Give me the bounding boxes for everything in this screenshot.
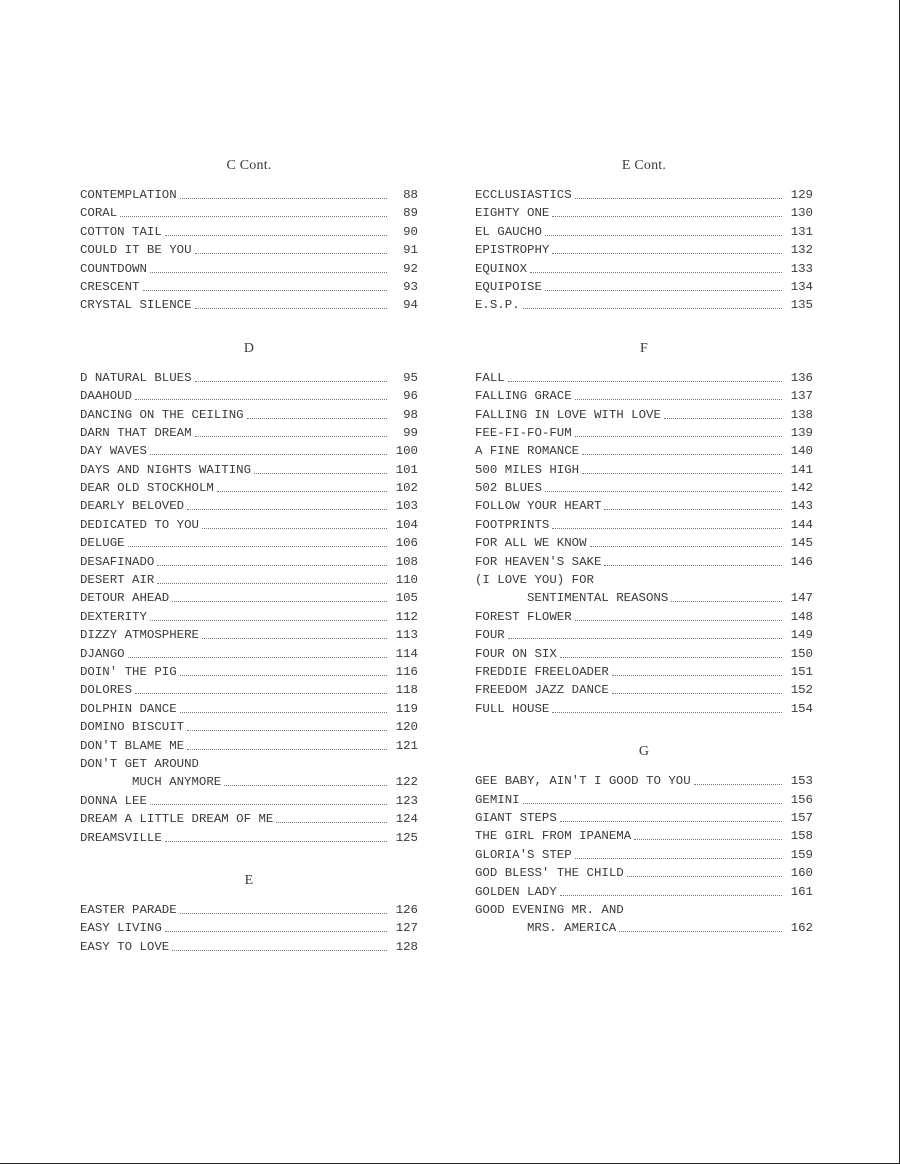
entry-page-number: 124 [395, 812, 418, 827]
toc-entry [80, 424, 418, 442]
entry-title: DESAFINADO [80, 554, 155, 569]
toc-entry [80, 369, 418, 387]
entry-title-continued: MUCH ANYMORE [132, 775, 222, 790]
entry-page-number: 108 [395, 554, 418, 569]
toc-entry [475, 553, 813, 571]
toc-entry-title-line [475, 571, 813, 589]
entry-title: GEMINI [475, 792, 520, 807]
toc-entry [80, 700, 418, 718]
entry-title: DOIN' THE PIG [80, 664, 177, 679]
entry-page-number: 140 [790, 444, 813, 459]
entry-title: ECCLUSIASTICS [475, 188, 572, 202]
dot-leader [217, 479, 387, 492]
toc-entry [80, 810, 418, 828]
entry-title: COULD IT BE YOU [80, 243, 192, 258]
toc-entry [80, 387, 418, 405]
entry-page-number: 106 [395, 536, 418, 551]
entry-page-number: 157 [790, 810, 813, 825]
dot-leader [172, 938, 387, 951]
dot-leader [634, 827, 782, 840]
entry-title: THE GIRL FROM IPANEMA [475, 829, 632, 844]
entry-page-number: 137 [790, 389, 813, 404]
entry-page-number: 129 [790, 188, 813, 202]
dot-leader [508, 369, 782, 382]
dot-leader [575, 424, 782, 437]
entry-page-number: 133 [790, 261, 813, 276]
entry-page-number: 130 [790, 206, 813, 221]
toc-entry [475, 186, 813, 204]
entry-page-number: 162 [790, 921, 813, 936]
toc-entry [475, 479, 813, 497]
entry-title: FOUR [475, 628, 505, 643]
toc-entry [80, 553, 418, 571]
toc-entry [80, 919, 418, 937]
section-gap [475, 315, 813, 333]
entry-title: DOLPHIN DANCE [80, 701, 177, 716]
toc-entry [475, 791, 813, 809]
dot-leader [545, 479, 782, 492]
entry-title: GOD BLESS' THE CHILD [475, 866, 624, 881]
entry-title: DON'T GET AROUND [80, 756, 199, 771]
dot-leader [150, 260, 387, 273]
entry-page-number: 149 [790, 628, 813, 643]
section-heading: E Cont. [621, 158, 667, 173]
toc-entry [80, 534, 418, 552]
entry-page-number: 150 [790, 646, 813, 661]
dot-leader [180, 901, 387, 914]
entry-title: 500 MILES HIGH [475, 462, 580, 477]
entry-title: EL GAUCHO [475, 224, 542, 239]
entry-page-number: 151 [790, 664, 813, 679]
dot-leader [523, 791, 782, 804]
entry-page-number: 147 [790, 591, 813, 606]
toc-entry [475, 387, 813, 405]
dot-leader [195, 424, 387, 437]
toc-entry [80, 278, 418, 296]
dot-leader [619, 919, 782, 932]
toc-entry [80, 497, 418, 515]
dot-leader [180, 186, 387, 199]
dot-leader [150, 608, 387, 621]
entry-page-number: 139 [790, 425, 813, 440]
dot-leader [694, 772, 782, 785]
entry-page-number: 146 [790, 554, 813, 569]
dot-leader [560, 809, 782, 822]
section-heading: C Cont. [226, 158, 272, 173]
entry-title: EPISTROPHY [475, 243, 550, 258]
entry-page-number: 105 [395, 591, 418, 606]
dot-leader [671, 589, 782, 602]
entry-title: EQUIPOISE [475, 279, 542, 294]
entry-title-continued: MRS. AMERICA [527, 921, 617, 936]
toc-entry [475, 809, 813, 827]
entry-title: CONTEMPLATION [80, 188, 177, 202]
dot-leader [590, 534, 782, 547]
dot-leader [165, 919, 387, 932]
entry-title: FOR HEAVEN'S SAKE [475, 554, 602, 569]
entry-title: EIGHTY ONE [475, 206, 550, 221]
entry-title: EASY LIVING [80, 921, 162, 936]
toc-entry [80, 461, 418, 479]
entry-title: DAAHOUD [80, 389, 133, 404]
toc-entry [475, 442, 813, 460]
entry-title: FALLING IN LOVE WITH LOVE [475, 407, 661, 422]
entry-title: DREAMSVILLE [80, 830, 162, 845]
entry-page-number: 153 [790, 774, 813, 789]
toc-entry [475, 461, 813, 479]
entry-page-number: 138 [790, 407, 813, 422]
entry-page-number: 113 [395, 628, 418, 643]
entry-title: (I LOVE YOU) FOR [475, 573, 594, 588]
entry-title: FOREST FLOWER [475, 609, 572, 624]
entry-title: FALLING GRACE [475, 389, 572, 404]
toc-entry [475, 369, 813, 387]
entry-title: COTTON TAIL [80, 224, 162, 239]
toc-entry [80, 241, 418, 259]
toc-entry [80, 589, 418, 607]
section-gap [80, 315, 418, 333]
entry-page-number: 159 [790, 847, 813, 862]
toc-entry [475, 241, 813, 259]
dot-leader [560, 645, 782, 658]
entry-title: COUNTDOWN [80, 261, 147, 276]
entry-page-number: 154 [790, 701, 813, 716]
dot-leader [128, 534, 387, 547]
toc-entry [475, 681, 813, 699]
dot-leader [202, 626, 387, 639]
entry-page-number: 92 [403, 261, 418, 276]
toc-entry [80, 571, 418, 589]
entry-title: DOLORES [80, 683, 133, 698]
dot-leader [120, 204, 387, 217]
entry-title: DANCING ON THE CEILING [80, 407, 244, 422]
entry-page-number: 89 [403, 206, 418, 221]
toc-entry [475, 663, 813, 681]
toc-entry [475, 223, 813, 241]
toc-entry [475, 827, 813, 845]
dot-leader [582, 461, 782, 474]
entry-title: 502 BLUES [475, 481, 542, 496]
toc-entry [80, 718, 418, 736]
toc-entry [80, 479, 418, 497]
toc-entry [80, 901, 418, 919]
entry-page-number: 145 [790, 536, 813, 551]
dot-leader [582, 442, 782, 455]
entry-page-number: 90 [403, 224, 418, 239]
dot-leader [157, 553, 387, 566]
toc-entry [475, 883, 813, 901]
toc-entry [475, 626, 813, 644]
entry-title: CRESCENT [80, 279, 140, 294]
entry-page-number: 110 [395, 573, 418, 588]
dot-leader [545, 223, 782, 236]
dot-leader [150, 442, 387, 455]
toc-entry [475, 497, 813, 515]
dot-leader [247, 406, 387, 419]
entry-page-number: 123 [395, 793, 418, 808]
dot-leader [508, 626, 782, 639]
toc-column-left [80, 150, 418, 956]
toc-entry [80, 442, 418, 460]
entry-title: DIZZY ATMOSPHERE [80, 628, 199, 643]
toc-entry [80, 204, 418, 222]
entry-title: FEE-FI-FO-FUM [475, 425, 572, 440]
entry-page-number: 96 [403, 389, 418, 404]
dot-leader [276, 810, 387, 823]
entry-title: FOUR ON SIX [475, 646, 557, 661]
entry-title: DONNA LEE [80, 793, 147, 808]
entry-page-number: 102 [395, 481, 418, 496]
toc-entry [475, 204, 813, 222]
dot-leader [604, 497, 782, 510]
toc-entry [475, 589, 813, 607]
toc-entry [475, 608, 813, 626]
dot-leader [560, 883, 782, 896]
entry-title: FREEDOM JAZZ DANCE [475, 683, 609, 698]
toc-entry [80, 626, 418, 644]
entry-title: DEARLY BELOVED [80, 499, 185, 514]
section-heading: D [243, 340, 255, 356]
toc-entry-title-line [80, 755, 418, 773]
section-heading: G [638, 744, 650, 760]
toc-entry [80, 681, 418, 699]
toc-entry [80, 296, 418, 314]
toc-entry [475, 424, 813, 442]
entry-page-number: 114 [395, 646, 418, 661]
entry-title: EASY TO LOVE [80, 939, 170, 954]
entry-page-number: 158 [790, 829, 813, 844]
entry-page-number: 143 [790, 499, 813, 514]
entry-title: GEE BABY, AIN'T I GOOD TO YOU [475, 774, 691, 789]
entry-page-number: 101 [395, 462, 418, 477]
dot-leader [254, 461, 387, 474]
dot-leader [552, 204, 782, 217]
section-heading: F [640, 340, 648, 356]
entry-page-number: 144 [790, 517, 813, 532]
entry-title: GLORIA'S STEP [475, 847, 572, 862]
entry-page-number: 128 [395, 939, 418, 954]
toc-entry [80, 516, 418, 534]
entry-title: DARN THAT DREAM [80, 425, 192, 440]
entry-page-number: 119 [395, 701, 418, 716]
entry-title: DON'T BLAME ME [80, 738, 185, 753]
entry-title: D NATURAL BLUES [80, 370, 192, 385]
entry-title: DOMINO BISCUIT [80, 720, 185, 735]
toc-entry [475, 864, 813, 882]
entry-page-number: 88 [403, 188, 418, 202]
entry-page-number: 116 [395, 664, 418, 679]
toc-entry [80, 186, 418, 204]
entry-page-number: 135 [790, 298, 813, 313]
toc-entry [80, 645, 418, 663]
entry-page-number: 148 [790, 609, 813, 624]
entry-page-number: 118 [395, 683, 418, 698]
entry-page-number: 142 [790, 481, 813, 496]
section-gap [80, 847, 418, 865]
entry-page-number: 131 [790, 224, 813, 239]
dot-leader [575, 387, 782, 400]
dot-leader [575, 186, 782, 199]
entry-title: CRYSTAL SILENCE [80, 298, 192, 313]
dot-leader [195, 296, 387, 309]
entry-title-continued: SENTIMENTAL REASONS [527, 591, 669, 606]
dot-leader [180, 663, 387, 676]
entry-page-number: 104 [395, 517, 418, 532]
dot-leader [552, 516, 782, 529]
entry-page-number: 141 [790, 462, 813, 477]
toc-entry [475, 406, 813, 424]
entry-title: A FINE ROMANCE [475, 444, 580, 459]
entry-page-number: 94 [403, 298, 418, 313]
entry-page-number: 122 [395, 775, 418, 790]
entry-title: DREAM A LITTLE DREAM OF ME [80, 812, 274, 827]
section-gap [475, 718, 813, 736]
dot-leader [545, 278, 782, 291]
toc-entry [80, 737, 418, 755]
dot-leader [552, 241, 782, 254]
entry-page-number: 161 [790, 884, 813, 899]
dot-leader [530, 260, 782, 273]
toc-entry [475, 700, 813, 718]
toc-entry [80, 773, 418, 791]
toc-entry [80, 938, 418, 956]
dot-leader [165, 829, 387, 842]
toc-entry [475, 846, 813, 864]
entry-page-number: 95 [403, 370, 418, 385]
entry-title: DELUGE [80, 536, 125, 551]
entry-title: DEAR OLD STOCKHOLM [80, 481, 214, 496]
toc-entry [475, 919, 813, 937]
entry-title: FOLLOW YOUR HEART [475, 499, 602, 514]
toc-entry [80, 829, 418, 847]
toc-entry [80, 406, 418, 424]
dot-leader [157, 571, 387, 584]
entry-page-number: 120 [395, 720, 418, 735]
entry-page-number: 93 [403, 279, 418, 294]
toc-entry [475, 278, 813, 296]
toc-entry-title-line [475, 901, 813, 919]
entry-title: DESERT AIR [80, 573, 155, 588]
dot-leader [523, 296, 782, 309]
entry-page-number: 134 [790, 279, 813, 294]
entry-title: GOLDEN LADY [475, 884, 557, 899]
dot-leader [224, 773, 387, 786]
dot-leader [187, 497, 387, 510]
toc-entry [475, 516, 813, 534]
entry-title: DETOUR AHEAD [80, 591, 170, 606]
dot-leader [143, 278, 388, 291]
dot-leader [195, 241, 387, 254]
entry-page-number: 156 [790, 792, 813, 807]
dot-leader [627, 864, 782, 877]
entry-title: DAY WAVES [80, 444, 147, 459]
entry-title: GIANT STEPS [475, 810, 557, 825]
toc-entry [80, 663, 418, 681]
entry-title: EASTER PARADE [80, 902, 177, 917]
toc-entry [475, 296, 813, 314]
dot-leader [612, 681, 782, 694]
entry-page-number: 112 [395, 609, 418, 624]
entry-title: E.S.P. [475, 298, 520, 313]
entry-page-number: 160 [790, 866, 813, 881]
entry-page-number: 136 [790, 370, 813, 385]
toc-entry [80, 792, 418, 810]
dot-leader [165, 223, 387, 236]
entry-page-number: 100 [395, 444, 418, 459]
dot-leader [180, 700, 387, 713]
toc-entry [475, 260, 813, 278]
toc-column-right [475, 150, 813, 938]
toc-entry [80, 223, 418, 241]
toc-entry [475, 772, 813, 790]
dot-leader [150, 792, 387, 805]
entry-page-number: 121 [395, 738, 418, 753]
entry-title: EQUINOX [475, 261, 528, 276]
entry-page-number: 126 [395, 902, 418, 917]
entry-title: DAYS AND NIGHTS WAITING [80, 462, 252, 477]
dot-leader [202, 516, 387, 529]
dot-leader [128, 645, 387, 658]
toc-entry [80, 608, 418, 626]
toc-entry [475, 534, 813, 552]
entry-title: GOOD EVENING MR. AND [475, 902, 624, 917]
entry-page-number: 98 [403, 407, 418, 422]
dot-leader [172, 589, 387, 602]
entry-page-number: 99 [403, 425, 418, 440]
entry-page-number: 127 [395, 921, 418, 936]
entry-page-number: 132 [790, 243, 813, 258]
dot-leader [195, 369, 387, 382]
entry-title: CORAL [80, 206, 118, 221]
toc-entry [475, 645, 813, 663]
section-heading: E [244, 872, 254, 888]
entry-title: DEXTERITY [80, 609, 147, 624]
entry-page-number: 125 [395, 830, 418, 845]
entry-page-number: 152 [790, 683, 813, 698]
entry-page-number: 91 [403, 243, 418, 258]
entry-title: FOR ALL WE KNOW [475, 536, 587, 551]
entry-title: DJANGO [80, 646, 125, 661]
dot-leader [612, 663, 782, 676]
entry-page-number: 103 [395, 499, 418, 514]
dot-leader [575, 846, 782, 859]
entry-title: FOOTPRINTS [475, 517, 550, 532]
dot-leader [552, 700, 782, 713]
dot-leader [664, 406, 782, 419]
dot-leader [135, 387, 387, 400]
dot-leader [604, 553, 782, 566]
dot-leader [187, 718, 387, 731]
dot-leader [135, 681, 387, 694]
dot-leader [187, 737, 387, 750]
dot-leader [575, 608, 782, 621]
entry-title: FULL HOUSE [475, 701, 550, 716]
entry-title: FALL [475, 370, 505, 385]
entry-title: DEDICATED TO YOU [80, 517, 199, 532]
entry-title: FREDDIE FREELOADER [475, 664, 609, 679]
toc-entry [80, 260, 418, 278]
